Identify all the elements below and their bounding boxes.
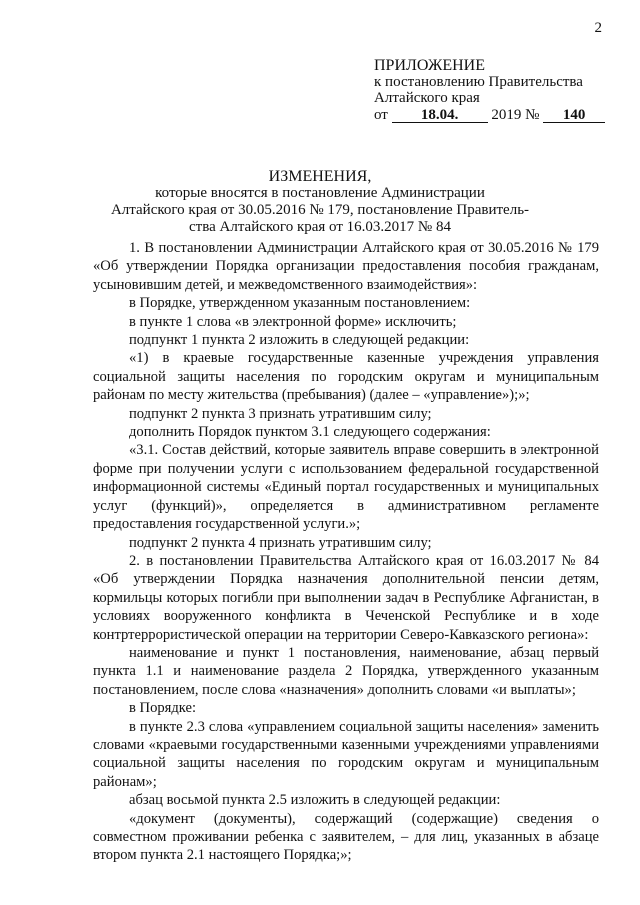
paragraph: абзац восьмой пункта 2.5 изложить в следующей редакции:: [129, 792, 501, 809]
appendix-date-line: [374, 107, 605, 123]
paragraph: «документ (документы), содержащий (содержащие) сведения о совместном проживании ребенка с заявителем, – для лиц, указанных в абзаце втором пункта 2.1 настоящего Порядка;»;: [93, 810, 599, 864]
paragraph: 1. В постановлении Администрации Алтайского края от 30.05.2016 № 179 «Об утверждении Порядка организации предоставления пособия гражданам, усыновившим детей, и межведомственного взаимодействия»:: [93, 240, 599, 293]
appendix-line-2: Алтайского края: [374, 90, 480, 106]
paragraph: «1) в краевые государственные казенные учреждения управления социальной защиты населения по городским округам и муниципальным районам по месту жительства (пребывания) (далее – «управление»);»;: [93, 350, 599, 404]
document-heading: [90, 168, 550, 236]
number-field: 140: [543, 108, 605, 123]
paragraph: «3.1. Состав действий, которые заявитель вправе совершить в электронной форме при получении услуги с использованием федеральной государственной информационной системы «Единый портал государственных и муниципальных услуг (функций)», определяется в административном регламенте предоставления государственной услуги.»;: [93, 442, 599, 533]
heading-line-2: Алтайского края от 30.05.2016 № 179, постановление Правитель-: [110, 202, 530, 218]
appendix-block: [374, 58, 605, 123]
paragraph: подпункт 2 пункта 4 признать утратившим силу;: [129, 534, 432, 551]
date-field: 18.04.: [392, 108, 488, 123]
heading-line-3: ства Алтайского края от 16.03.2017 № 84: [189, 219, 451, 235]
document-body: [93, 239, 599, 865]
year-label: 2019 №: [491, 107, 540, 123]
appendix-line-1: к постановлению Правительства: [374, 74, 583, 90]
paragraph: подпункт 2 пункта 3 признать утратившим силу;: [129, 405, 432, 422]
paragraph: в Порядке:: [129, 700, 197, 717]
page-number: 2: [594, 20, 602, 36]
paragraph: наименование и пункт 1 постановления, наименование, абзац первый пункта 1.1 и наименование раздела 2 Порядка, утвержденного указанным постановлением, после слова «назначения» дополнить словами «и выплаты»;: [93, 644, 599, 698]
paragraph: дополнить Порядок пунктом 3.1 следующего содержания:: [129, 424, 491, 441]
appendix-title: ПРИЛОЖЕНИЕ: [374, 57, 486, 74]
paragraph: подпункт 1 пункта 2 изложить в следующей редакции:: [129, 332, 470, 349]
paragraph: 2. в постановлении Правительства Алтайского края от 16.03.2017 № 84 «Об утверждении Порядка назначения дополнительной пенсии детям, кормильцы которых погибли при выполнении задач в Республике Афганистан, в условиях вооруженного конфликта в Чеченской Республике и в ходе контртеррористической операции на территории Северо-Кавказского региона»:: [93, 552, 599, 643]
date-prefix: от: [374, 107, 388, 123]
paragraph: в пункте 2.3 слова «управлением социальной защиты населения» заменить словами «краевыми государственными казенными учреждениями управлениями социальной защиты населения по городским округам и муниципальным районам»;: [93, 718, 599, 790]
paragraph: в пункте 1 слова «в электронной форме» исключить;: [129, 313, 457, 330]
heading-line-1: которые вносятся в постановление Администрации: [155, 185, 485, 201]
heading-title: ИЗМЕНЕНИЯ,: [268, 168, 372, 185]
paragraph: в Порядке, утвержденном указанным постановлением:: [129, 295, 471, 312]
